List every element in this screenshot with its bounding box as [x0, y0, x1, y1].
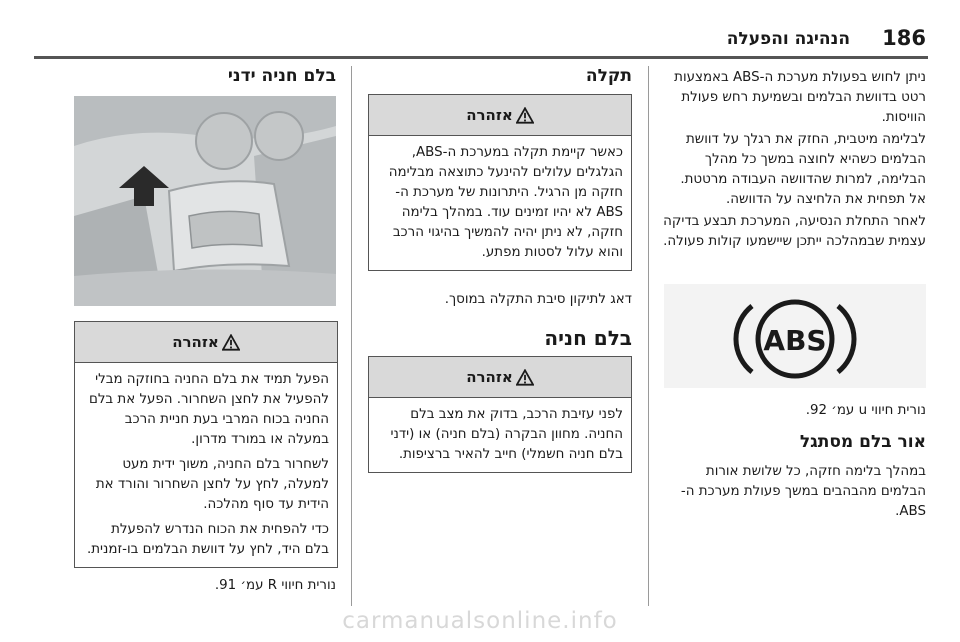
warning-triangle-icon	[516, 369, 534, 386]
warning-header	[369, 95, 631, 136]
fault-section-title: תקלה	[585, 66, 632, 86]
manual-brake-warning-box	[74, 321, 338, 568]
warning-body	[75, 363, 337, 567]
warning-paragraph-reduce-force: כדי להפחית את הכוח הנדרש להפעלת בלם היד, לחץ על דוושת הבלמים בו-זמנית.	[87, 522, 329, 557]
parking-brake-caption: נורית חיווי R עמ׳ 91.	[214, 578, 336, 593]
adaptive-brake-light-text: במהלך בלימה חזקה, כל שלושת אורות הבלמים מהבהבים במשך פעולת מערכת ה-ABS.	[680, 464, 926, 519]
warning-heading: אזהרה	[466, 106, 513, 124]
manual-parking-brake-title: בלם חניה ידני	[227, 66, 336, 86]
page-header-title: הנהיגה והפעלה	[726, 29, 850, 49]
parking-brake-warning-box	[368, 356, 632, 473]
abs-paragraph-3: לאחר התחלת הנסיעה, המערכת תבצע בדיקה עצמית שבמהלכה ייתכן שיישמעו קולות פעולה.	[663, 214, 926, 249]
warning-header	[75, 322, 337, 363]
column-divider-left	[351, 66, 352, 606]
warning-triangle-icon	[222, 334, 240, 351]
warning-paragraph-apply: הפעל תמיד את בלם החניה בחוזקה מבלי להפעיל את לחצן השחרור. הפעל את בלם החניה בכוח המרבי בעת חניית הרכב במעלה או במורד מדרון.	[88, 372, 329, 447]
warning-triangle-icon	[516, 107, 534, 124]
fault-warning-box	[368, 94, 632, 271]
warning-paragraph-release: לשחרור בלם החניה, משוך ידית מעט למעלה, לחץ על לחצן השחרור והורד את הידית עד סוף מהלכה.	[95, 457, 329, 512]
right-column	[660, 68, 926, 252]
warning-heading: אזהרה	[172, 333, 219, 351]
watermark: carmanualsonline.info	[342, 608, 618, 634]
warning-heading: אזהרה	[466, 368, 513, 386]
abs-warning-figure	[664, 284, 926, 388]
header-rule	[34, 56, 928, 59]
abs-icon	[664, 284, 926, 388]
fault-repair-text: דאג לתיקון סיבת התקלה במוסך.	[444, 292, 632, 307]
abs-paragraph-2: לבלימה מיטבית, החזק את רגלך על דוושת הבלמים כשהיא לחוצה במשך כל מהלך הבלימה, למרות שהדוושה העבודה מרטטת. אל תפחית את הלחיצה על הדוושה.	[680, 132, 926, 207]
warning-text: כאשר קיימת תקלה במערכת ה-ABS, הגלגלים עלולים להינעל כתוצאה מבלימה חזקה מן הרגיל. היתרונות של מערכת ה-ABS לא יהיו זמינים עוד. במהלך בלימה חזקה, לא ניתן יהיה להמשיך בהיגוי הרכב והוא עלול לסטות מפתע.	[388, 145, 623, 260]
parking-brake-title: בלם חניה	[544, 326, 632, 350]
svg-text:ABS: ABS	[763, 324, 827, 357]
warning-header	[369, 357, 631, 398]
warning-text: לפני עזיבת הרכב, בדוק את מצב בלם החניה. מחוון הבקרה (בלם חניה) או (ידני בלם חניה חשמלי) חייב להאיר ברציפות.	[390, 407, 623, 462]
column-divider-right	[648, 66, 649, 606]
hand-brake-lever-illustration	[74, 96, 336, 306]
page-number: 186	[882, 26, 926, 50]
parking-brake-photo	[74, 96, 336, 306]
adaptive-brake-light-title: אור בלם מסתגל	[799, 432, 926, 452]
abs-caption: נורית חיווי u עמ׳ 92.	[805, 403, 926, 418]
abs-paragraph-1: ניתן לחוש בפעולת מערכת ה-ABS באמצעות רטט בדוושת הבלמים ובשמיעת רחש פעולת הוויסות.	[674, 70, 926, 125]
